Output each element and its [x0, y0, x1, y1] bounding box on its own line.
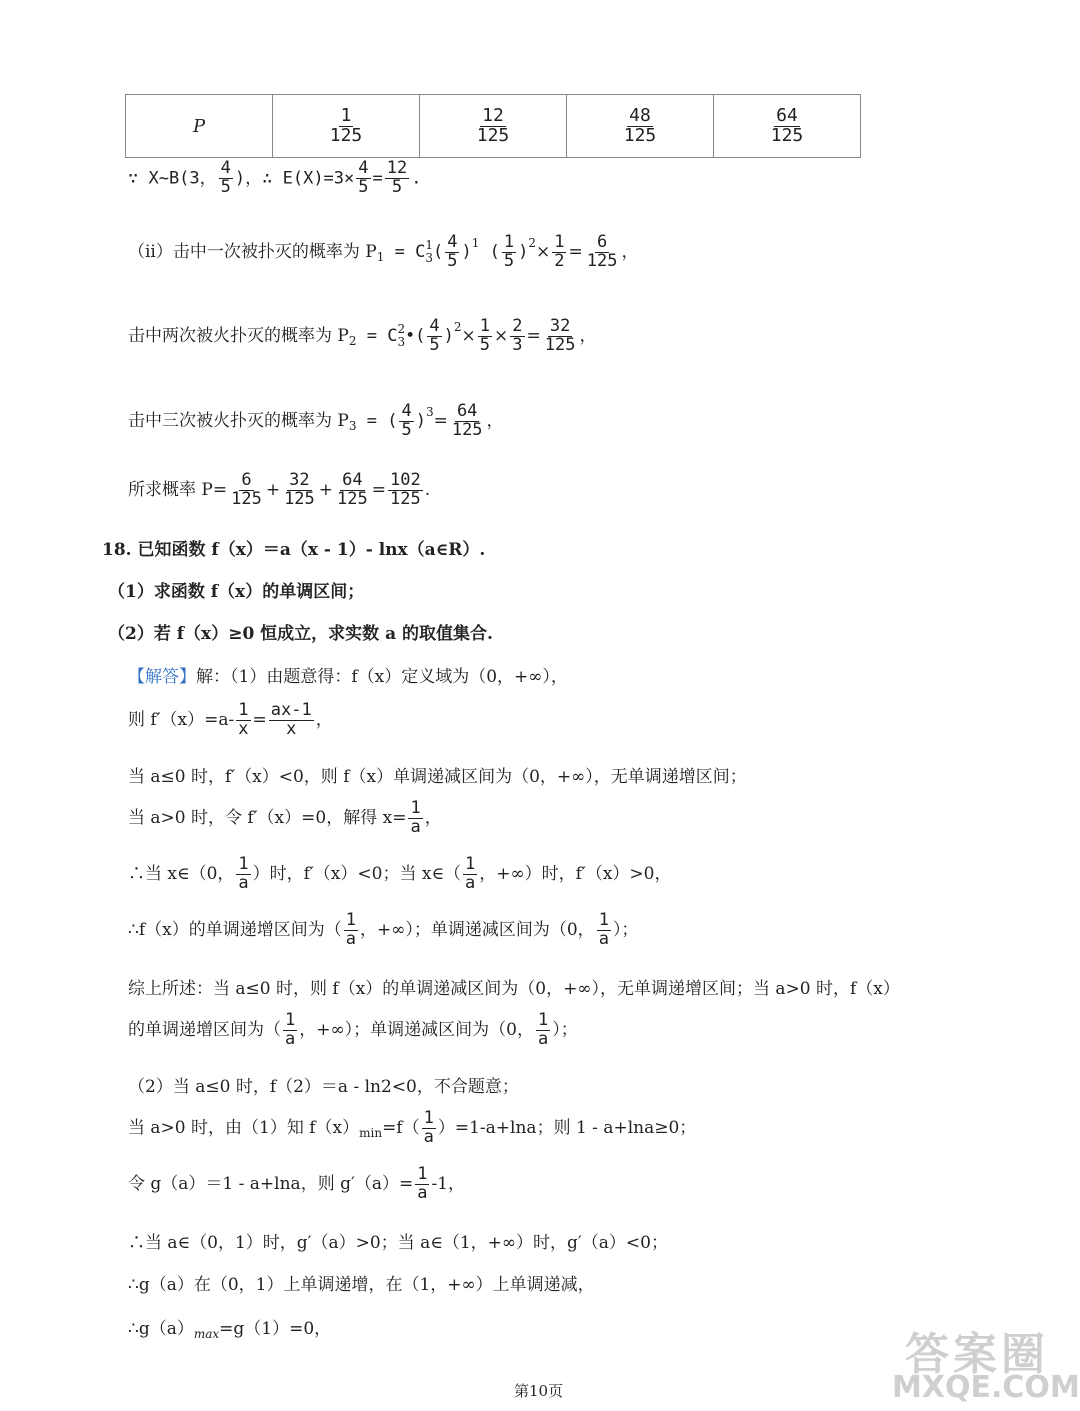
- g-sign-line: ∴当 a∈（0，1）时，g′（a）>0；当 a∈（1，+∞）时，g′（a）<0；: [128, 1233, 668, 1253]
- g-function-line: 令 g（a）＝1 - a+lna，则 g′（a）= $\frac{1}{a}$ -1，: [128, 1164, 466, 1203]
- case-a-gt-0-line: 当 a>0 时，令 f′（x）=0，解得 x= $\frac{1}{a}$ ，: [128, 798, 442, 837]
- part2-case-line: （2）当 a≤0 时，f（2）＝a - ln2<0，不合题意；: [128, 1077, 519, 1097]
- summary-line-1: 综上所述：当 a≤0 时，则 f（x）的单调递减区间为（0，+∞），无单调递增区间；当 a>0 时，f（x）: [128, 979, 900, 999]
- minimum-value-line: 当 a>0 时，由（1）知 $f(x)_{min}=f$（ $\frac{1}{a}$ ）=1-a+lna；则 1 - a+lna≥0；: [128, 1108, 697, 1147]
- table-row-label: P: [126, 95, 273, 158]
- table-row: [126, 95, 861, 158]
- watermark-logo: 答案圈: [905, 1329, 1049, 1380]
- answer-intro: 【解答】解：（1）由题意得：f（x）定义域为（0，+∞），: [128, 667, 568, 687]
- summary-line-2: 的单调递增区间为（ $\frac{1}{a}$ ，+∞）；单调递减区间为（0， $\frac{1}{a}$ ）；: [128, 1010, 578, 1049]
- page-number: 第10页: [514, 1382, 564, 1400]
- question-18-part2: （2）若 f（x）≥0 恒成立，求实数 a 的取值集合.: [108, 624, 493, 644]
- sign-analysis-line: ∴当 x∈（0， $\frac{1}{a}$ ）时，f′（x）<0；当 x∈（ $\frac{1}{a}$ ，+∞）时，f′（x）>0，: [128, 854, 672, 893]
- question-18-title: 18. 已知函数 f（x）＝a（x - 1）- lnx（a∈R）.: [102, 540, 486, 560]
- total-probability-line: 所求概率 P= $\frac{6}{125}$ + $\frac{32}{125}$ + $\frac{64}{125}$ = $\frac{102}{125}$ .: [128, 470, 431, 509]
- answer-tag: 【解答】: [128, 667, 196, 687]
- table-cell: $\frac{48}{125}$: [567, 95, 714, 158]
- prob-three-hits-line: 击中三次被火扑灭的概率为 $P_3$ = ( $\frac{4}{5}$ )$^3$= $\frac{64}{125}$ ，: [128, 401, 504, 440]
- prob-one-hit-line: （ii）击中一次被扑灭的概率为 $P_1 = C$ 1 3 ( $\frac{4}{5}$ )$^1$ ( $\frac{1}{5}$ )$^2$× $\frac{1}{2}$ = $\frac{6}{125}$ ，: [128, 232, 639, 271]
- watermark-url: MXQE.COM: [892, 1370, 1080, 1405]
- probability-table: [125, 94, 861, 158]
- monotonic-interval-line: ∴f（x）的单调递增区间为（ $\frac{1}{a}$ ，+∞）；单调递减区间为（0， $\frac{1}{a}$ ）；: [128, 910, 639, 949]
- table-cell: $\frac{64}{125}$: [714, 95, 861, 158]
- g-monotonic-line: ∴g（a）在（0，1）上单调递增，在（1，+∞）上单调递减，: [128, 1275, 595, 1295]
- table-cell: $\frac{12}{125}$: [420, 95, 567, 158]
- case-a-le-0-line: 当 a≤0 时，f′（x）<0，则 f（x）单调递减区间为（0，+∞），无单调递增区间；: [128, 767, 747, 787]
- expectation-line: ∵ X~B(3， $\frac{4}{5}$ )，∴ E(X)=3× $\frac{4}{5}$ = $\frac{12}{5}$ .: [128, 158, 422, 197]
- table-cell: $\frac{1}{125}$: [273, 95, 420, 158]
- prob-two-hits-line: 击中两次被火扑灭的概率为 $P_2 = C$ 2 3 •( $\frac{4}{5}$ )$^2$× $\frac{1}{5}$ × $\frac{2}{3}$ = $\frac{32}{125}$ ，: [128, 316, 597, 355]
- derivative-line: 则 f′（x）=a- $\frac{1}{x}$ = $\frac{ax-1}{x}$ ，: [128, 700, 333, 739]
- question-18-part1: （1）求函数 f（x）的单调区间；: [108, 582, 365, 602]
- g-max-line: $\therefore g(a)_{max}=g(1)=0$，: [128, 1319, 332, 1341]
